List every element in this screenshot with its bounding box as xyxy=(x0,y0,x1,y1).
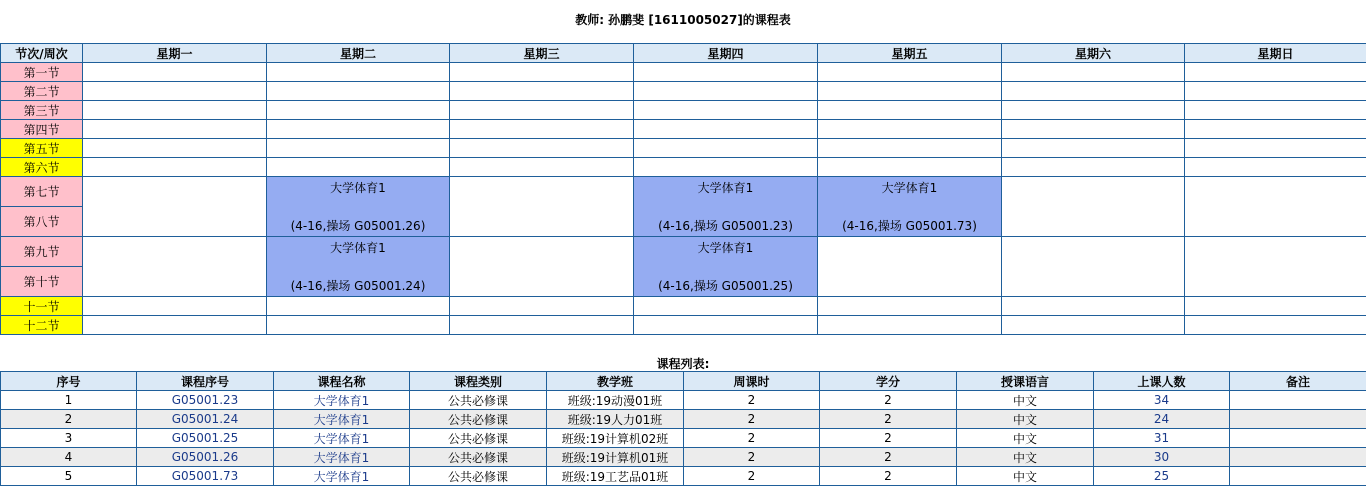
empty-slot xyxy=(1185,139,1366,158)
cell-notes xyxy=(1230,467,1366,486)
cell-course-type: 公共必修课 xyxy=(410,448,547,467)
empty-slot xyxy=(267,63,450,82)
empty-slot xyxy=(634,82,818,101)
cell-notes xyxy=(1230,429,1366,448)
col-header-course-name: 课程名称 xyxy=(274,372,410,391)
cell-class: 班级:19计算机02班 xyxy=(547,429,684,448)
empty-slot xyxy=(1002,82,1185,101)
col-header-credits: 学分 xyxy=(820,372,957,391)
empty-slot xyxy=(1002,63,1185,82)
cell-notes xyxy=(1230,410,1366,429)
period-row xyxy=(1,120,1366,139)
empty-slot xyxy=(1185,101,1366,120)
empty-slot xyxy=(450,82,634,101)
empty-slot xyxy=(1185,297,1366,316)
empty-slot xyxy=(1002,297,1185,316)
cell-course-type: 公共必修课 xyxy=(410,410,547,429)
empty-slot xyxy=(83,82,267,101)
period-label: 第十节 xyxy=(1,267,83,297)
empty-slot xyxy=(83,316,267,335)
period-label: 十二节 xyxy=(1,316,83,335)
period-label: 第七节 xyxy=(1,177,83,207)
cell-enrollment xyxy=(1094,429,1230,448)
empty-slot xyxy=(818,101,1002,120)
empty-slot xyxy=(818,82,1002,101)
empty-slot xyxy=(634,297,818,316)
col-header-course-code: 课程序号 xyxy=(137,372,274,391)
table-row xyxy=(1,448,1366,467)
period-row xyxy=(1,82,1366,101)
course-block-fri-78[interactable] xyxy=(818,177,1002,237)
empty-slot xyxy=(818,120,1002,139)
course-name-link[interactable]: 大学体育1 xyxy=(313,412,370,427)
cell-enrollment xyxy=(1094,410,1230,429)
cell-class: 班级:19动漫01班 xyxy=(547,391,684,410)
course-code-link[interactable]: G05001.26 xyxy=(171,450,239,464)
empty-slot xyxy=(83,101,267,120)
day-header-mon: 星期一 xyxy=(83,44,267,63)
timetable-header-row xyxy=(1,44,1366,63)
cell-index: 4 xyxy=(1,448,137,467)
col-header-class: 教学班 xyxy=(547,372,684,391)
empty-slot xyxy=(818,316,1002,335)
empty-slot xyxy=(634,139,818,158)
cell-credits: 2 xyxy=(820,448,957,467)
course-name-link[interactable]: 大学体育1 xyxy=(313,450,370,465)
period-label: 第五节 xyxy=(1,139,83,158)
cell-course-name xyxy=(274,448,410,467)
empty-slot xyxy=(450,237,634,297)
enrollment-link[interactable]: 24 xyxy=(1153,412,1170,426)
empty-slot xyxy=(1185,63,1366,82)
empty-slot xyxy=(818,158,1002,177)
empty-slot xyxy=(1185,177,1366,237)
cell-course-code xyxy=(137,467,274,486)
course-name: 大学体育1 xyxy=(697,181,754,195)
empty-slot xyxy=(83,237,267,297)
empty-slot xyxy=(818,297,1002,316)
empty-slot xyxy=(450,120,634,139)
cell-credits: 2 xyxy=(820,391,957,410)
empty-slot xyxy=(818,63,1002,82)
course-block-thu-910[interactable] xyxy=(634,237,818,297)
empty-slot xyxy=(83,297,267,316)
course-list-table xyxy=(0,371,1366,486)
period-row xyxy=(1,158,1366,177)
course-code-link[interactable]: G05001.73 xyxy=(171,469,239,483)
period-row xyxy=(1,237,1366,267)
empty-slot xyxy=(1002,101,1185,120)
period-label: 第一节 xyxy=(1,63,83,82)
empty-slot xyxy=(267,139,450,158)
course-name-link[interactable]: 大学体育1 xyxy=(313,431,370,446)
enrollment-link[interactable]: 30 xyxy=(1153,450,1170,464)
course-detail: (4-16,操场 G05001.73) xyxy=(842,219,977,233)
empty-slot xyxy=(634,63,818,82)
day-header-sun: 星期日 xyxy=(1185,44,1366,63)
period-row xyxy=(1,101,1366,120)
period-label: 第九节 xyxy=(1,237,83,267)
course-list-header-row xyxy=(1,372,1366,391)
cell-credits: 2 xyxy=(820,429,957,448)
course-detail: (4-16,操场 G05001.25) xyxy=(658,279,793,293)
cell-language: 中文 xyxy=(957,429,1094,448)
cell-course-type: 公共必修课 xyxy=(410,429,547,448)
empty-slot xyxy=(634,158,818,177)
cell-notes xyxy=(1230,391,1366,410)
empty-slot xyxy=(267,82,450,101)
empty-slot xyxy=(634,101,818,120)
cell-class: 班级:19人力01班 xyxy=(547,410,684,429)
course-block-tue-910[interactable] xyxy=(267,237,450,297)
empty-slot xyxy=(267,120,450,139)
cell-language: 中文 xyxy=(957,467,1094,486)
course-name: 大学体育1 xyxy=(330,181,386,195)
period-row xyxy=(1,297,1366,316)
table-row xyxy=(1,410,1366,429)
col-header-notes: 备注 xyxy=(1230,372,1366,391)
empty-slot xyxy=(1185,120,1366,139)
day-header-thu: 星期四 xyxy=(634,44,818,63)
cell-credits: 2 xyxy=(820,410,957,429)
day-header-sat: 星期六 xyxy=(1002,44,1185,63)
course-code-link[interactable]: G05001.24 xyxy=(171,412,239,426)
empty-slot xyxy=(1002,316,1185,335)
course-name-link[interactable]: 大学体育1 xyxy=(313,393,370,408)
cell-course-name xyxy=(274,429,410,448)
cell-weekly-hours: 2 xyxy=(684,410,820,429)
empty-slot xyxy=(450,177,634,237)
empty-slot xyxy=(450,316,634,335)
empty-slot xyxy=(818,139,1002,158)
empty-slot xyxy=(634,120,818,139)
cell-course-name xyxy=(274,410,410,429)
empty-slot xyxy=(1185,316,1366,335)
empty-slot xyxy=(83,139,267,158)
day-header-tue: 星期二 xyxy=(267,44,450,63)
empty-slot xyxy=(1185,237,1366,297)
empty-slot xyxy=(450,63,634,82)
course-detail: (4-16,操场 G05001.23) xyxy=(658,219,793,233)
col-header-index: 序号 xyxy=(1,372,137,391)
period-row xyxy=(1,316,1366,335)
period-label: 第三节 xyxy=(1,101,83,120)
period-label: 第二节 xyxy=(1,82,83,101)
cell-course-code xyxy=(137,410,274,429)
course-block-tue-78[interactable] xyxy=(267,177,450,237)
period-row xyxy=(1,139,1366,158)
cell-course-code xyxy=(137,448,274,467)
empty-slot xyxy=(1185,158,1366,177)
empty-slot xyxy=(1002,158,1185,177)
empty-slot xyxy=(1002,237,1185,297)
course-name-link[interactable]: 大学体育1 xyxy=(313,469,370,484)
period-label: 第六节 xyxy=(1,158,83,177)
cell-notes xyxy=(1230,448,1366,467)
col-header-language: 授课语言 xyxy=(957,372,1094,391)
empty-slot xyxy=(450,297,634,316)
course-list-title: 课程列表: xyxy=(656,357,710,371)
course-code-link[interactable]: G05001.25 xyxy=(171,431,239,445)
cell-language: 中文 xyxy=(957,448,1094,467)
empty-slot xyxy=(1002,177,1185,237)
empty-slot xyxy=(1185,82,1366,101)
day-header-wed: 星期三 xyxy=(450,44,634,63)
empty-slot xyxy=(267,101,450,120)
period-row xyxy=(1,177,1366,207)
cell-weekly-hours: 2 xyxy=(684,429,820,448)
cell-language: 中文 xyxy=(957,391,1094,410)
timetable-grid xyxy=(0,43,1366,335)
empty-slot xyxy=(83,120,267,139)
empty-slot xyxy=(634,316,818,335)
cell-class: 班级:19计算机01班 xyxy=(547,448,684,467)
corner-header: 节次/周次 xyxy=(1,44,83,63)
empty-slot xyxy=(267,316,450,335)
cell-course-code xyxy=(137,429,274,448)
table-row xyxy=(1,429,1366,448)
course-detail: (4-16,操场 G05001.26) xyxy=(290,219,426,233)
course-name: 大学体育1 xyxy=(697,241,754,255)
empty-slot xyxy=(83,63,267,82)
cell-credits: 2 xyxy=(820,467,957,486)
cell-index: 1 xyxy=(1,391,137,410)
period-label: 第八节 xyxy=(1,207,83,237)
course-detail: (4-16,操场 G05001.24) xyxy=(290,279,426,293)
empty-slot xyxy=(1002,139,1185,158)
empty-slot xyxy=(450,158,634,177)
empty-slot xyxy=(267,158,450,177)
cell-course-type: 公共必修课 xyxy=(410,467,547,486)
cell-enrollment xyxy=(1094,448,1230,467)
cell-language: 中文 xyxy=(957,410,1094,429)
cell-class: 班级:19工艺品01班 xyxy=(547,467,684,486)
period-label: 十一节 xyxy=(1,297,83,316)
cell-course-type: 公共必修课 xyxy=(410,391,547,410)
table-row xyxy=(1,391,1366,410)
cell-weekly-hours: 2 xyxy=(684,448,820,467)
page-title: 教师: 孙鹏斐 [1611005027]的课程表 xyxy=(575,13,791,27)
empty-slot xyxy=(818,237,1002,297)
course-name: 大学体育1 xyxy=(881,181,938,195)
empty-slot xyxy=(83,177,267,237)
empty-slot xyxy=(450,101,634,120)
enrollment-link[interactable]: 25 xyxy=(1153,469,1170,483)
col-header-weekly-hours: 周课时 xyxy=(684,372,820,391)
course-code-link[interactable]: G05001.23 xyxy=(171,393,239,407)
empty-slot xyxy=(1002,120,1185,139)
day-header-fri: 星期五 xyxy=(818,44,1002,63)
enrollment-link[interactable]: 34 xyxy=(1153,393,1170,407)
cell-weekly-hours: 2 xyxy=(684,467,820,486)
col-header-course-type: 课程类别 xyxy=(410,372,547,391)
cell-enrollment xyxy=(1094,467,1230,486)
empty-slot xyxy=(267,297,450,316)
cell-weekly-hours: 2 xyxy=(684,391,820,410)
cell-index: 2 xyxy=(1,410,137,429)
course-name: 大学体育1 xyxy=(330,241,386,255)
cell-index: 3 xyxy=(1,429,137,448)
course-block-thu-78[interactable] xyxy=(634,177,818,237)
period-label: 第四节 xyxy=(1,120,83,139)
table-row xyxy=(1,467,1366,486)
cell-course-name xyxy=(274,391,410,410)
empty-slot xyxy=(450,139,634,158)
empty-slot xyxy=(83,158,267,177)
col-header-enrollment: 上课人数 xyxy=(1094,372,1230,391)
cell-course-code xyxy=(137,391,274,410)
cell-index: 5 xyxy=(1,467,137,486)
enrollment-link[interactable]: 31 xyxy=(1153,431,1170,445)
cell-enrollment xyxy=(1094,391,1230,410)
period-row xyxy=(1,63,1366,82)
cell-course-name xyxy=(274,467,410,486)
